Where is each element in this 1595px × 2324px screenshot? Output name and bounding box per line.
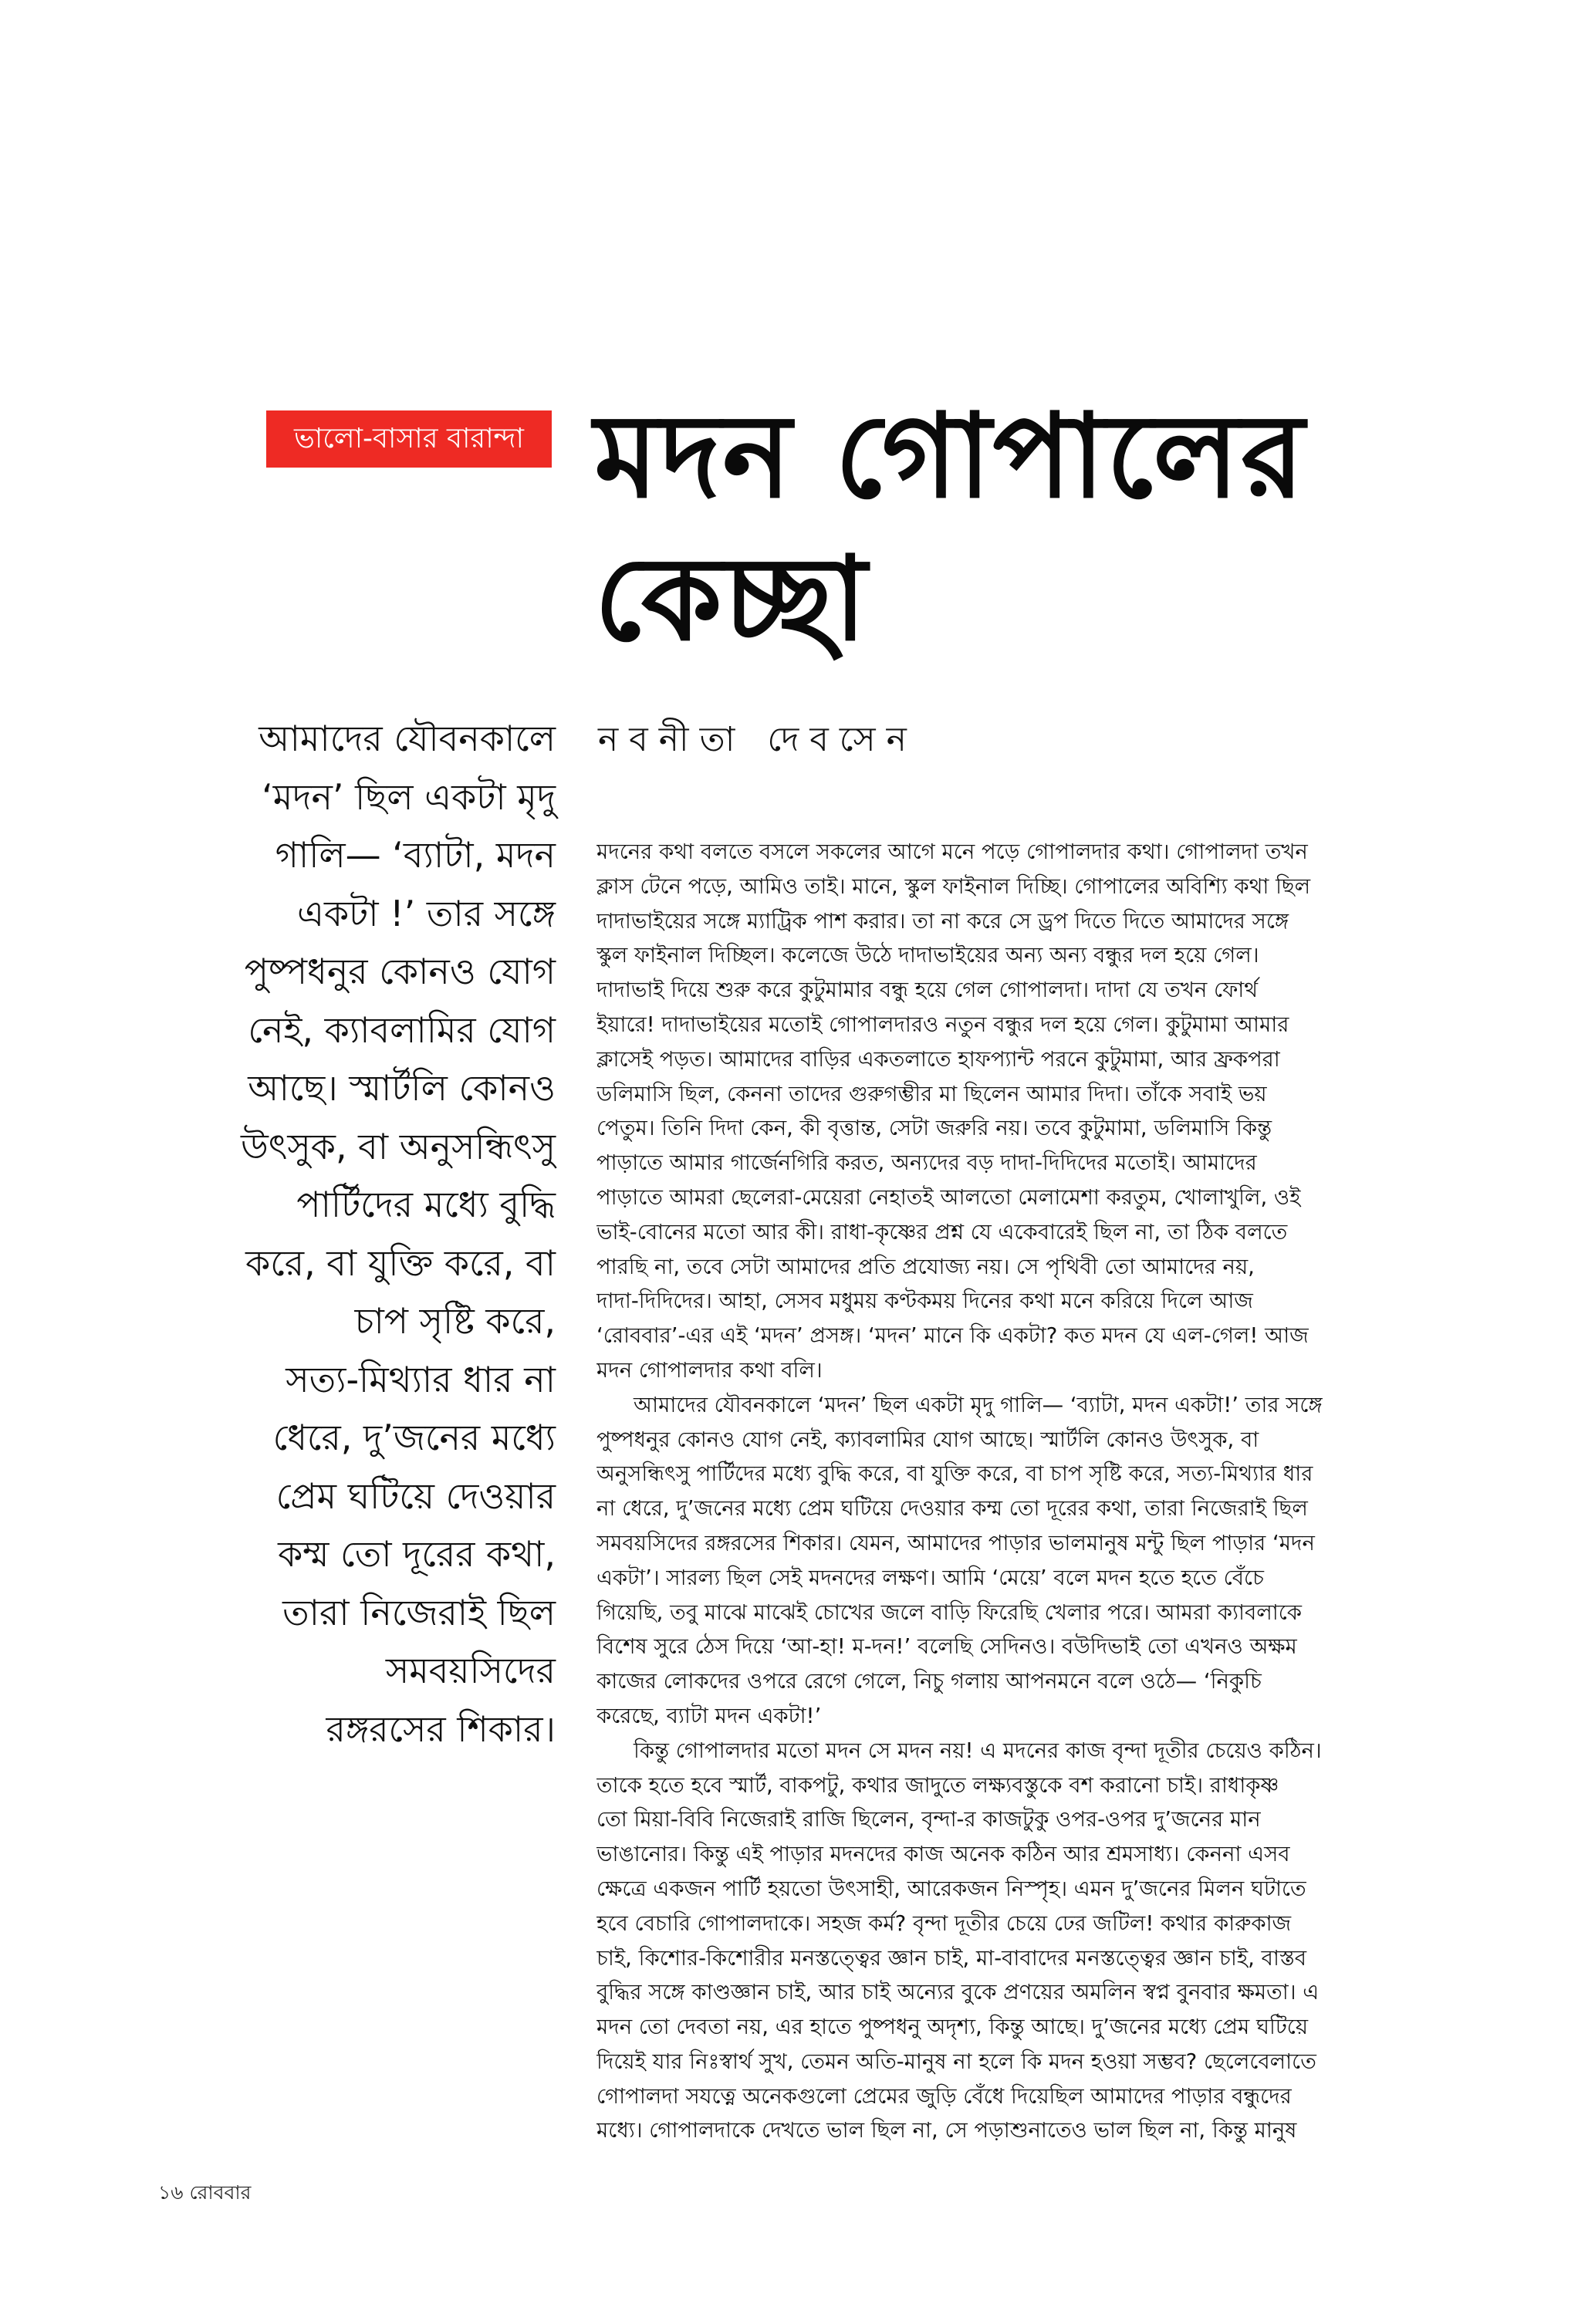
page-number: ১৬ xyxy=(158,2181,184,2204)
body-text-line: আমাদের যৌবনকালে ‘মদন’ ছিল একটা মৃদু গালি— ‘ব্যাটা, মদন একটা!’ তার সঙ্গে xyxy=(634,1392,1323,1417)
body-text-line: দিয়েই যার নিঃস্বার্থ সুখ, তেমন অতি-মানুষ না হলে কি মদন হওয়া সম্ভব? ছেলেবেলাতে xyxy=(596,2049,1316,2074)
body-text-line: বুদ্ধির সঙ্গে কাণ্ডজ্ঞান চাই, আর চাই অন্যের বুকে প্রণয়ের অমলিন স্বপ্ন বুনবার ক্ষমতা। এ xyxy=(596,1980,1320,2005)
body-text-line: ইয়ারে! দাদাভাইয়ের মতোই গোপালদারও নতুন বন্ধুর দল হয়ে গেল। কুটুমামা আমার xyxy=(596,1012,1289,1037)
headline-line: মদন গোপালের xyxy=(594,390,1306,524)
pull-quote-line: আমাদের যৌবনকালে xyxy=(259,718,556,759)
body-text-line: কাজের লোকদের ওপরে রেগে গেলে, নিচু গলায় আপনমনে বলে ওঠে— ‘নিকুচি xyxy=(596,1669,1262,1694)
body-text-line: দাদা-দিদিদের। আহা, সেসব মধুময় কণ্টকময় দিনের কথা মনে করিয়ে দিলে আজ xyxy=(596,1289,1253,1314)
pull-quote-line: একটা !’ তার সঙ্গে xyxy=(296,892,556,934)
body-text-line: করেছে, ব্যাটা মদন একটা!’ xyxy=(596,1703,822,1728)
pull-quote-line: কম্ম তো দূরের কথা, xyxy=(278,1533,556,1575)
body-text-line: ‘রোববার’-এর এই ‘মদন’ প্রসঙ্গ। ‘মদন’ মানে কি একটা? কত মদন যে এল-গেল! আজ xyxy=(596,1323,1309,1349)
body-text-line: মদন গোপালদার কথা বলি। xyxy=(596,1357,823,1383)
section-kicker-badge xyxy=(266,410,552,468)
pull-quote-line: আছে। স্মার্টলি কোনও xyxy=(248,1067,556,1109)
body-text-line: না ধেরে, দু’জনের মধ্যে প্রেম ঘটিয়ে দেওয়ার কম্ম তো দূরের কথা, তারা নিজেরাই ছিল xyxy=(596,1496,1308,1522)
body-text-line: স্কুল ফাইনাল দিচ্ছিল। কলেজে উঠে দাদাভাইয়ের অন্য অন্য বন্ধুর দল হয়ে গেল। xyxy=(596,943,1259,968)
pull-quote-line: করে, বা যুক্তি করে, বা xyxy=(245,1241,556,1284)
body-text-line: পাড়াতে আমার গার্জেনগিরি করত, অন্যদের বড় দাদা-দিদিদের মতোই। আমাদের xyxy=(596,1150,1257,1176)
body-text-line: কিন্তু গোপালদার মতো মদন সে মদন নয়! এ মদনের কাজ বৃন্দা দূতীর চেয়েও কঠিন। xyxy=(634,1738,1322,1763)
pull-quote xyxy=(185,710,556,1758)
body-text-line: পাড়াতে আমরা ছেলেরা-মেয়েরা নেহাতই আলতো মেলামেশা করতুম, খোলাখুলি, ওই xyxy=(596,1184,1301,1210)
pull-quote-line: পার্টিদের মধ্যে বুদ্ধি xyxy=(296,1184,556,1225)
body-text-line: পুষ্পধনুর কোনও যোগ নেই, ক্যাবলামির যোগ আছে। স্মার্টলি কোনও উৎসুক, বা xyxy=(596,1427,1259,1452)
pull-quote-line: ‘মদন’ ছিল একটা মৃদু xyxy=(262,775,556,818)
body-text-line: গিয়েছি, তবু মাঝে মাঝেই চোখের জলে বাড়ি ফিরেছি খেলার পরে। আমরা ক্যাবলাকে xyxy=(596,1599,1303,1625)
body-text-line: সমবয়সিদের রঙ্গরসের শিকার। যেমন, আমাদের পাড়ার ভালমানুষ মন্টু ছিল পাড়ার ‘মদন xyxy=(596,1530,1315,1556)
pull-quote-line: উৎসুক, বা অনুসন্ধিৎসু xyxy=(240,1125,556,1167)
body-text-line: পারছি না, তবে সেটা আমাদের প্রতি প্রযোজ্য নয়। সে পৃথিবী তো আমাদের নয়, xyxy=(596,1254,1255,1279)
body-text-line: গোপালদা সযত্নে অনেকগুলো প্রেমের জুড়ি বেঁধে দিয়েছিল আমাদের পাড়ার বন্ধুদের xyxy=(596,2083,1292,2109)
body-text-line: ভাই-বোনের মতো আর কী। রাধা-কৃষ্ণের প্রশ্ন যে একেবারেই ছিল না, তা ঠিক বলতে xyxy=(596,1219,1288,1245)
body-text-line: দাদাভাই দিয়ে শুরু করে কুটুমামার বন্ধু হয়ে গেল গোপালদা। দাদা যে তখন ফোর্থ xyxy=(596,978,1259,1003)
pull-quote-line: চাপ সৃষ্টি করে, xyxy=(354,1300,556,1342)
body-text-line: ভাঙানোর। কিন্তু এই পাড়ার মদনদের কাজ অনেক কঠিন আর শ্রমসাধ্য। কেননা এসব xyxy=(596,1842,1290,1867)
pull-quote-line: ধেরে, দু’জনের মধ্যে xyxy=(272,1417,556,1458)
body-text-line: ক্লাসেই পড়ত। আমাদের বাড়ির একতলাতে হাফপ্যান্ট পরনে কুটুমামা, আর ফ্রকপরা xyxy=(596,1046,1280,1072)
body-text-line: দাদাভাইয়ের সঙ্গে ম্যাট্রিক পাশ করার। তা না করে সে ড্রপ দিতে দিতে আমাদের সঙ্গে xyxy=(596,908,1289,934)
body-text-line: তাকে হতে হবে স্মার্ট, বাকপটু, কথার জাদুতে লক্ষ্যবস্তুকে বশ করানো চাই। রাধাকৃষ্ণ xyxy=(596,1772,1279,1798)
body-text-line: মদনের কথা বলতে বসলে সকলের আগে মনে পড়ে গোপালদার কথা। গোপালদা তখন xyxy=(596,839,1308,864)
pull-quote-line: সত্য-মিথ্যার ধার না xyxy=(286,1358,556,1400)
pull-quote-line: রঙ্গরসের শিকার। xyxy=(326,1708,556,1750)
body-text-line: অনুসন্ধিৎসু পার্টিদের মধ্যে বুদ্ধি করে, বা যুক্তি করে, বা চাপ সৃষ্টি করে, সত্য-মিথ্যার ধার xyxy=(596,1461,1313,1487)
body-text-line: মধ্যে। গোপালদাকে দেখতে ভাল ছিল না, সে পড়াশুনাতেও ভাল ছিল না, কিন্তু মানুষ xyxy=(596,2118,1297,2143)
pull-quote-line: পুষ্পধনুর কোনও যোগ xyxy=(244,951,556,992)
article-headline xyxy=(594,386,1443,671)
pull-quote-line: গালি— ‘ব্যাটা, মদন xyxy=(275,834,556,876)
headline-line: কেচ্ছা xyxy=(594,532,869,667)
body-text-line: ক্ষেত্রে একজন পার্টি হয়তো উৎসাহী, আরেকজন নিস্পৃহ। এমন দু’জনের মিলন ঘটাতে xyxy=(596,1876,1306,1901)
magazine-name: রোববার xyxy=(189,2181,252,2204)
page-folio xyxy=(158,2177,251,2211)
body-text-line: মদন তো দেবতা নয়, এর হাতে পুষ্পধনু অদৃশ্য, কিন্তু আছে। দু’জনের মধ্যে প্রেম ঘটিয়ে xyxy=(596,2015,1309,2040)
article-body xyxy=(596,835,1438,2148)
body-text-line: চাই, কিশোর-কিশোরীর মনস্তত্ত্বের জ্ঞান চাই, মা-বাবাদের মনস্তত্ত্বের জ্ঞান চাই, বাস্তব xyxy=(596,1945,1307,1971)
pull-quote-line: সমবয়সিদের xyxy=(385,1650,556,1691)
body-text-line: পেতুম। তিনি দিদা কেন, কী বৃত্তান্ত, সেটা জরুরি নয়। তবে কুটুমামা, ডলিমাসি কিন্তু xyxy=(596,1116,1272,1141)
body-text-line: ক্লাস টেনে পড়ে, আমিও তাই। মানে, স্কুল ফাইনাল দিচ্ছি। গোপালের অবিশ্যি কথা ছিল xyxy=(596,873,1311,899)
author-byline: নবনীতা দেবসেন xyxy=(598,720,917,759)
body-text-line: ডলিমাসি ছিল, কেননা তাদের গুরুগম্ভীর মা ছিলেন আমার দিদা। তাঁকে সবাই ভয় xyxy=(596,1081,1267,1106)
pull-quote-line: নেই, ক্যাবলামির যোগ xyxy=(248,1008,556,1051)
pull-quote-line: প্রেম ঘটিয়ে দেওয়ার xyxy=(275,1474,556,1517)
body-text-line: একটা’। সারল্য ছিল সেই মদনদের লক্ষণ। আমি ‘মেয়ে’ বলে মদন হতে হতে বেঁচে xyxy=(596,1565,1264,1590)
section-kicker-label: ভালো-বাসার বারান্দা xyxy=(294,423,524,454)
body-text-line: তো মিয়া-বিবি নিজেরাই রাজি ছিলেন, বৃন্দা-র কাজটুকু ওপর-ওপর দু’জনের মান xyxy=(596,1807,1261,1833)
body-text-line: বিশেষ সুরে ঠেস দিয়ে ‘আ-হা! ম-দন!’ বলেছি সেদিনও। বউদিভাই তো এখনও অক্ষম xyxy=(596,1634,1297,1660)
pull-quote-line: তারা নিজেরাই ছিল xyxy=(282,1591,556,1633)
body-text-line: হবে বেচারি গোপালদাকে। সহজ কর্ম? বৃন্দা দূতীর চেয়ে ঢের জটিল! কথার কারুকাজ xyxy=(596,1910,1292,1936)
